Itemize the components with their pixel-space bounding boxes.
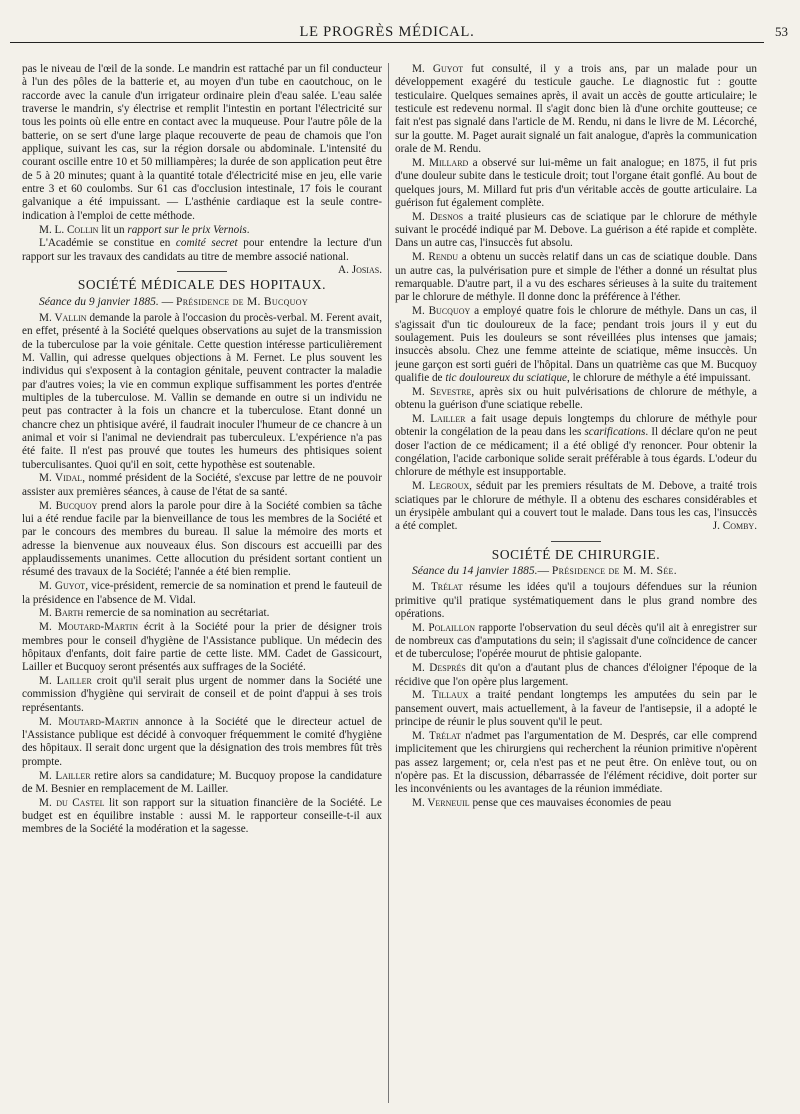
paragraph: pas le niveau de l'œil de la sonde. Le mandrin est rattaché par un fil conducteur à l'un des pôles de la batterie et, au moyen d'un tube en caoutchouc, on le raccorde avec la canule d'un irrigateur ordinaire plein d'eau salée. L'eau salée traverse le mandrin, s'y électrise et remplit l'intestin en portant l'électricité sur tous les points où elle entre en contact avec la muqueuse. Pour l'autre pôle de la batterie, on se sert d'une large plaque recouverte de peau de chamois que l'on applique, suivant les cas, sur la région dorsale ou abdominale. L'intensité du courant oscille entre 10 et 50 milliampères; la durée de son application peut être de 5 à 20 minutes; quant à la quantité totale d'électricité mise en jeu, elle varie entre 3 et 60 coulombs. Sur 61 cas d'occlusion intestinale, 17 fois le courant galvanique a été impuissant. — L'asthénie cardiaque est la seule contre-indication à l'emploi de cette méthode. [22,63,382,222]
paragraph [395,63,757,156]
paragraph-text: , nommé président de la Société, s'excuse par lettre de ne pouvoir assister aux premières séances, à cause de l'état de sa santé. [22,472,382,498]
seance-line [395,565,757,578]
presidence: Présidence de M. M. Sée. [551,564,677,577]
dash: — [158,295,177,308]
section-title: SOCIÉTÉ DE CHIRURGIE. [395,541,757,561]
paragraph [395,251,757,304]
paragraph-text: L'Académie se constitue en [39,237,176,250]
paragraph [395,581,757,621]
paragraph-text: pour entendre la lecture d'un rapport sur les travaux des candidats au titre de membre associé national. [22,237,382,263]
presidence: Présidence de M. Bucquoy [176,295,308,308]
running-header [10,22,788,43]
paragraph [395,622,757,662]
paragraph [22,716,382,769]
running-title: LE PROGRÈS MÉDICAL. [299,24,475,40]
paragraph-text: écrit à la Société pour la prier de désigner trois membres pour le conseil d'hygiène de l'Assistance publique. Un médecin des hôpitaux d'enfants, doit faire partie de cette liste. MM. Cadet de Gassicourt, Lailler et Bucquoy seront présentés aux suffrages de la Société. [22,621,382,674]
speaker-name: M. Lailler [39,675,92,688]
paragraph [22,224,382,237]
paragraph [22,472,382,499]
seance-date: Séance du 9 janvier 1885. [39,295,159,308]
speaker-name: M. Lailler [39,769,91,782]
paragraph-text: a fait usage depuis longtemps du chlorure de méthyle pour obtenir la congélation de la peau dans les [395,412,757,439]
speaker-name: M. Sevestre [412,385,472,398]
paragraph-text: croit qu'il serait plus urgent de nommer dans la Société une commission d'hygiène qui servirait de conseil et de point d'appui à ses trois représentants. [22,675,382,714]
paragraph-text: a observé sur lui-même un fait analogue; en 1875, il fut pris d'une douleur subite dans le testicule droit; tout l'organe était gonflé. Au bout de quelques jours, M. Millard fut pris d'un véritable accès de goutte articulaire. La guérison fut également complète. [395,156,757,209]
author-signature: J. Comby. [712,520,757,533]
paragraph-text: . [246,223,250,236]
left-paragraphs [22,312,382,837]
speaker-name: M. Lailler [412,412,466,425]
speaker-name: M. Després [412,662,466,675]
italic-text: tic douloureux du sciatique [445,371,568,384]
italic-text: scarifications [584,426,646,439]
paragraph-text: , séduit par les premiers résultats de M. Debove, a traité trois sciatiques par le chlorure de méthyle. Il a obtenu des eschares considérables et un érysipèle ambulant qui a couvert tout le malade. Dans tous les cas, l'insuccès a été complet. [395,480,757,533]
italic-text: rapport sur le prix Vernois [127,223,247,236]
speaker-name: M. Desnos [412,210,464,223]
paragraph [395,797,757,810]
speaker-name: M. Guyot [39,580,86,593]
right-paragraphs-b [395,581,757,810]
speaker-name: M. Guyot [412,63,464,75]
right-column [395,63,757,1103]
paragraph-text: prend alors la parole pour dire à la Société combien sa tâche lui a été rendue facile par la bienveillance de tous les membres de la Société et par le concours des membres du bureau. Il salue la mémoire des morts et adresse la bienvenue aux nouveaux élus. Son discours est accueilli par des applaudissements unanimes. Cette allocution du président sortant contient un résumé des travaux de la Société; l'année a été bien remplie. [22,499,382,579]
page-number: 53 [775,24,788,39]
paragraph [395,662,757,689]
speaker-name: M. du Castel [39,796,105,809]
paragraph-text: . Il déclare qu'on ne peut doser l'action de ce médicament; il a été obligé d'y renoncer. Pour obtenir la congélation, l'acide carbonique solide serait préférable à tous égards. L'odeur du chlorure de méthyle est insupportable. [395,426,757,479]
speaker-name: M. Trélat [412,730,461,742]
paragraph [22,621,382,674]
paragraph [395,211,757,251]
paragraph [22,580,382,607]
paragraph [395,413,757,480]
speaker-name: M. Barth [39,607,84,620]
seance-date: Séance du 14 janvier 1885. [412,564,538,577]
paragraph-text: fut consulté, il y a trois ans, par un malade pour un développement exagéré du testicule gauche. Le diagnostic fut : goutte testiculaire. Quelques semaines après, il avait un accès de goutte articulaire; le testicule est redevenu normal. Il s'agit donc bien là d'une orchite goutteuse; ce fait n'est pas signalé dans l'article de M. Rendu, ni dans le livre de M. Lécorché, sur la goutte. M. Paget aurait signalé un fait analogue, d'après la communication orale de M. Rendu. [395,63,757,156]
paragraph-text: lit un [98,223,128,236]
speaker-name: M. Moutard-Martin [39,715,139,728]
seance-line [22,296,382,309]
speaker-name: M. Rendu [412,251,459,264]
paragraph-text: , vice-président, remercie de sa nomination et prend le fauteuil de la présidence en l'absence de M. Vidal. [22,580,382,606]
paragraph [395,480,757,533]
speaker-name: M. Tillaux [412,689,469,702]
paragraph-text: annonce à la Société que le directeur actuel de l'Assistance publique est décidé à convoquer fréquemment le comité d'hygiène des hôpitaux. Il serait donc urgent que la désignation des trois membres fût très prompte. [22,715,382,768]
paragraph [395,730,757,797]
paragraph [395,157,757,210]
column-divider [388,63,389,1103]
paragraph-text: , le chlorure de méthyle a été impuissant. [567,371,751,384]
paragraph-text: a employé quatre fois le chlorure de méthyle. Dans un cas, il s'agissait d'un tic douloureux de la face; pendant trois jours il y eut du soulagement. Puis les douleurs se sont réveillées plus intenses que jamais; insuccès absolu. Chez une femme atteinte de sciatique, même insuccès. Un jeune garçon est sorti guéri de l'hôpital. Dans un quatrième cas que M. Bucquoy qualifie de [395,305,757,384]
paragraph-text: n'admet pas l'argumentation de M. Després, car elle comprend implicitement que les chirurgiens qui recherchent la réunion primitive n'opèrent pas assez largement; or, cela n'est pas et ne peut être. On enlève tout, ou on n'opère pas. Et la discussion, débarrassée de l'élément récidive, doit porter sur les inconvénients ou les avantages de la réunion immédiate. [395,730,757,796]
speaker-name: M. L. Collin [39,223,99,236]
speaker-name: M. Moutard-Martin [39,621,139,634]
speaker-name: M. Legroux [412,480,470,493]
speaker-name: M. Verneuil [412,797,470,810]
section-title: SOCIÉTÉ MÉDICALE DES HOPITAUX. [22,271,382,291]
speaker-name: M. Millard [412,156,469,169]
paragraph [22,675,382,715]
paragraph-text: rapporte l'observation du seul décès qu'il ait à enregistrer sur de nombreux cas d'amputations du sein; il s'agissait d'une coïncidence de cancer et de tuberculose; l'opérée mourut de phtisie galopante. [395,621,757,661]
paragraph-text: , après six ou huit pulvérisations de chlorure de méthyle, a obtenu la guérison d'une sciatique rebelle. [395,385,757,412]
paragraph [395,386,757,413]
paragraph [22,607,382,620]
paragraph [22,770,382,797]
paragraph-text: remercie de sa nomination au secrétariat. [83,607,270,620]
paragraph-text: a traité plusieurs cas de sciatique par le chlorure de méthyle suivant le procédé indiqué par M. Debove. La guérison a été rapide et complète. Dans un autre cas, l'insuccès fut absolu. [395,210,757,250]
paragraph [22,500,382,580]
speaker-name: M. Vallin [39,311,87,324]
left-column [22,63,382,1103]
paragraph-text: lit son rapport sur la situation financière de la Société. Le budget est en équilibre instable : aussi M. le rapporteur conseille-t-il aux membres de la Société la modération et la sagesse. [22,796,382,836]
paragraph-text: pense que ces mauvaises économies de peau [469,797,672,810]
author-signature: A. Josias. [338,264,382,277]
paragraph [22,312,382,472]
paragraph [22,237,382,277]
paragraph-text: résume les idées qu'il a toujours défendues sur la réunion primitive qu'il pratique systématiquement dans le plus grand nombre des opérations. [395,581,757,620]
paragraph [395,305,757,385]
paragraph-text: demande la parole à l'occasion du procès-verbal. M. Ferent avait, en effet, présenté à la Société quelques observations au sujet de la transmission de la tuberculose par la voie génitale. Cette question intéresse particulièrement M. Vallin, qui adresse quelques objections à M. Fernet. Le plus souvent les individus qui s'exposent à la contagion génitale, peuvent contracter la maladie par d'autres voies; la vie en commun explique suffisamment les portes d'entrée multiples de la tuberculose. M. Vallin se demande en outre si un individu ne peut pas contracter à la fois un chancre et la tuberculose. Etant donné un chancre chez un phtisique avéré, il faudrait inoculer l'humeur de ce chancre à un animal et voir si l'animal ne deviendrait pas tuberculeux. L'expérience n'a pas été faite. Il n'est pas prouvé que toutes les humeurs des phtisiques soient tuberculisantes. Quoi qu'il en soit, cette hypothèse est soutenable. [22,311,382,471]
paragraph-text: a traité pendant longtemps les amputées du sein par le pansement ouvert, mais actuellement, à la faveur de l'antisepsie, il a adopté le principe de réunir le plus souvent qu'il le peut. [395,689,757,729]
paragraph-text: a obtenu un succès relatif dans un cas de sciatique double. Dans un autre cas, la pulvérisation pure et simple de l'éther a donné un résultat plus remarquable. D'autre part, il a vu des eschares sérieuses à la suite du traitement par le chlorure de méthyle. Il donne donc la préférence à l'éther. [395,251,757,304]
paragraph-text: dit qu'on a d'autant plus de chances d'éloigner l'époque de la récidive que l'on opère plus largement. [395,662,757,688]
paragraph-text: retire alors sa candidature; M. Bucquoy propose la candidature de M. Besnier en remplacement de M. Lailler. [22,769,382,795]
dash: — [537,564,552,577]
speaker-name: M. Bucquoy [39,499,98,512]
paragraph [22,797,382,837]
paragraph [395,689,757,729]
italic-text: comité secret [175,237,238,250]
speaker-name: M. Vidal [39,472,83,485]
speaker-name: M. Trélat [412,581,463,594]
speaker-name: M. Polaillon [412,621,476,634]
speaker-name: M. Bucquoy [412,305,471,318]
right-paragraphs-a [395,63,757,305]
